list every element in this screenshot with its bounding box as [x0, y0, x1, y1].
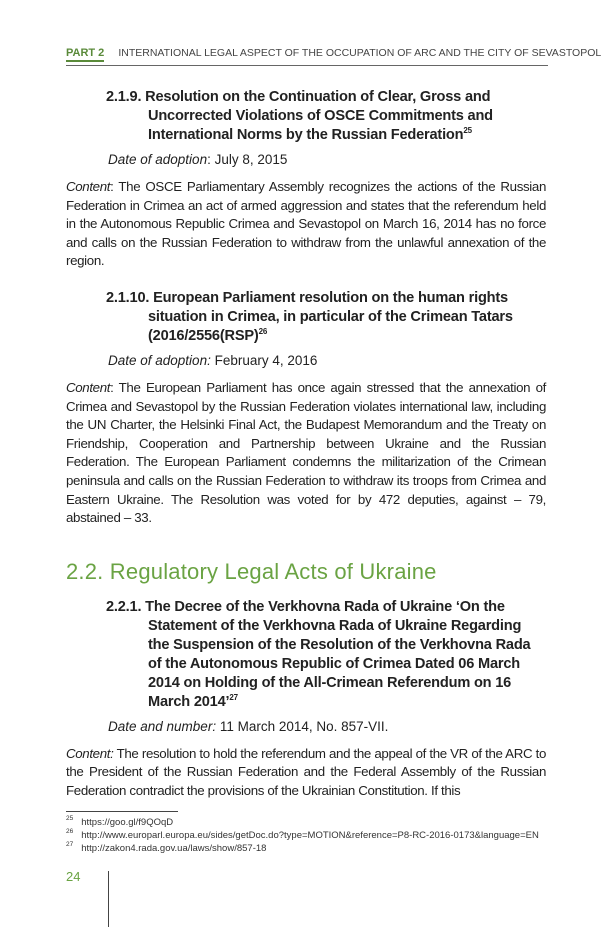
section-2-1-9	[66, 88, 546, 271]
date-and-number	[66, 718, 546, 736]
footnote	[66, 842, 546, 855]
footnote	[66, 829, 546, 842]
date-label: Date and number:	[108, 718, 217, 734]
content-text: : The OSCE Parliamentary Assembly recognizes the actions of the Russian Federation in Crimea an act of armed aggression and states that the referendum held in the Autonomous Republic Crimea and Sevastopol on March 16, 2014 has no force and calls on the Russian Federation to withdraw from the unlawful annexation of the region.	[66, 179, 546, 269]
footnote-number: 26	[66, 828, 74, 836]
date-value: : July 8, 2015	[207, 152, 288, 167]
content-paragraph	[66, 745, 546, 801]
running-header	[66, 47, 601, 66]
part-label: PART 2	[66, 47, 104, 62]
date-label: Date of adoption:	[108, 352, 211, 368]
heading-text: 2.1.10. European Parliament resolution on the human rights situation in Crimea, in particular of the Crimean Tatars (2016/2556(RSP)	[106, 289, 513, 344]
content-text: : The European Parliament has once again stressed that the annexation of Crimea and Sevastopol by the Russian Federation violates international law, including the UN Charter, the Helsinki Final Act, the Budapest Memorandum and the Treaty on Friendship, Cooperation and Partnership between Ukraine and the Russian Federation. The European Parliament condemns the militarization of the Crimean peninsula and calls on the Russian Federation to withdraw its troops from Crimea and Eastern Ukraine. The Resolution was voted for by 472 deputies, against – 79, abstained – 33.	[66, 379, 546, 526]
section-heading	[66, 88, 546, 145]
footnote-link[interactable]: http://zakon4.rada.gov.ua/laws/show/857-18	[81, 842, 267, 854]
footnote-ref: 26	[258, 327, 268, 337]
section-heading	[66, 598, 546, 712]
section-2-1-10	[66, 289, 546, 528]
section-2-2-heading: 2.2. Regulatory Legal Acts of Ukraine	[66, 558, 437, 584]
heading-text: 2.1.9. Resolution on the Continuation of Clear, Gross and Uncorrected Violations of OSCE Commitments and International Norms by the Russian Federation	[106, 89, 493, 143]
page-divider	[108, 871, 109, 927]
footnote-number: 25	[66, 815, 74, 823]
footnote-divider	[66, 811, 178, 812]
footnote-number: 27	[66, 841, 74, 849]
date-value: 11 March 2014, No. 857-VII.	[216, 718, 389, 734]
content-label: Content	[66, 179, 111, 194]
date-label: Date of adoption	[108, 152, 208, 167]
footnote-ref: 27	[229, 692, 238, 702]
section-heading	[66, 289, 546, 346]
content-text: The resolution to hold the referendum and the appeal of the VR of the ARC to the President of the Russian Federation and the Federal Assembly of the Russian Federation contradict the provisions of the Ukrainian Constitution. If this	[66, 745, 546, 798]
footnote-ref: 25	[463, 126, 472, 136]
content-paragraph	[66, 379, 546, 528]
header-title: INTERNATIONAL LEGAL ASPECT OF THE OCCUPATION OF ARC AND THE CITY OF SEVASTOPOL	[118, 47, 601, 59]
content-label: Content:	[66, 745, 114, 761]
content-paragraph	[66, 178, 546, 271]
footnote-link[interactable]: https://goo.gl/f9QOqD	[81, 816, 174, 828]
page-number: 24	[66, 868, 81, 884]
page-footer	[66, 869, 546, 929]
content-label: Content	[66, 379, 111, 395]
footnote-link[interactable]: http://www.europarl.europa.eu/sides/getDoc.do?type=MOTION&reference=P8-RC-2016-0173&language=EN	[81, 829, 539, 841]
heading-text: 2.2.1. The Decree of the Verkhovna Rada of Ukraine ‘On the Statement of the Verkhovna Rada of Ukraine Regarding the Suspension of the Resolution of the Verkhovna Rada of the Autonomous Republic of Crimea Dated 06 March 2014 on Holding of the All-Crimean Referendum on 16 March 2014’	[106, 598, 531, 710]
adoption-date	[66, 352, 546, 370]
footnote	[66, 816, 546, 829]
date-value: February 4, 2016	[210, 352, 318, 368]
section-2-2-1	[66, 598, 546, 801]
adoption-date	[66, 151, 546, 169]
